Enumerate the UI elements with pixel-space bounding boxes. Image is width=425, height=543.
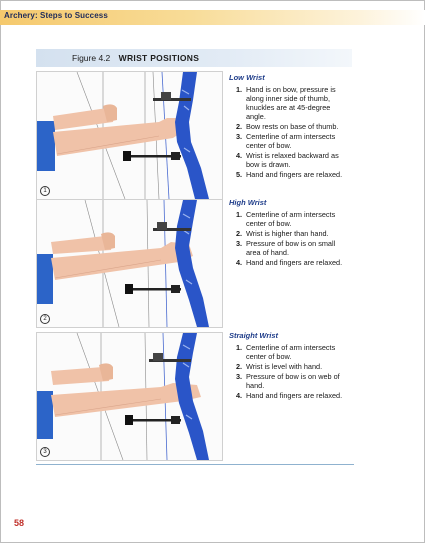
section-low-wrist xyxy=(226,73,351,180)
step-item: 2. Wrist is level with hand. xyxy=(236,362,323,371)
steps-straight-wrist xyxy=(226,343,351,400)
step-item: 1. Centerline of arm intersects center of bow. xyxy=(236,343,336,361)
figure-label: Figure 4.2 xyxy=(72,53,111,63)
photo-number-high-wrist: 2 xyxy=(40,314,50,324)
steps-low-wrist xyxy=(226,85,351,179)
running-header-title: Archery: Steps to Success xyxy=(4,11,108,20)
photo-number-low-wrist: 1 xyxy=(40,186,50,196)
section-title-straight-wrist: Straight Wrist xyxy=(229,331,279,340)
photo-low-wrist xyxy=(36,71,223,200)
section-straight-wrist xyxy=(226,331,351,401)
step-item: 5. Hand and fingers are relaxed. xyxy=(236,170,343,179)
low-wrist-illustration xyxy=(37,72,222,199)
section-title-low-wrist: Low Wrist xyxy=(229,73,265,82)
step-item: 4. Hand and fingers are relaxed. xyxy=(236,391,343,400)
step-item: 3. Centerline of arm intersects center of bow. xyxy=(236,132,336,150)
step-item: 3. Pressure of bow is on small area of hand. xyxy=(236,239,336,257)
step-item: 2. Wrist is higher than hand. xyxy=(236,229,329,238)
step-item: 2. Bow rests on base of thumb. xyxy=(236,122,339,131)
figure-title: WRIST POSITIONS xyxy=(118,53,200,63)
steps-high-wrist xyxy=(226,210,351,267)
straight-wrist-illustration xyxy=(37,333,222,460)
step-item: 3. Pressure of bow is on web of hand. xyxy=(236,372,340,390)
figure-bottom-rule xyxy=(36,464,354,465)
step-item: 1. Hand is on bow, pressure is along inner side of thumb, knuckles are at 45-degree angle. xyxy=(236,85,336,121)
section-high-wrist xyxy=(226,198,351,268)
step-item: 1. Centerline of arm intersects center of bow. xyxy=(236,210,336,228)
page-number: 58 xyxy=(14,518,25,528)
photo-straight-wrist xyxy=(36,332,223,461)
section-title-high-wrist: High Wrist xyxy=(229,198,267,207)
photo-number-straight-wrist: 3 xyxy=(40,447,50,457)
figure-caption xyxy=(72,53,199,63)
step-item: 4. Hand and fingers are relaxed. xyxy=(236,258,343,267)
photo-high-wrist xyxy=(36,199,223,328)
high-wrist-illustration xyxy=(37,200,222,327)
step-item: 4. Wrist is relaxed backward as bow is drawn. xyxy=(236,151,339,169)
